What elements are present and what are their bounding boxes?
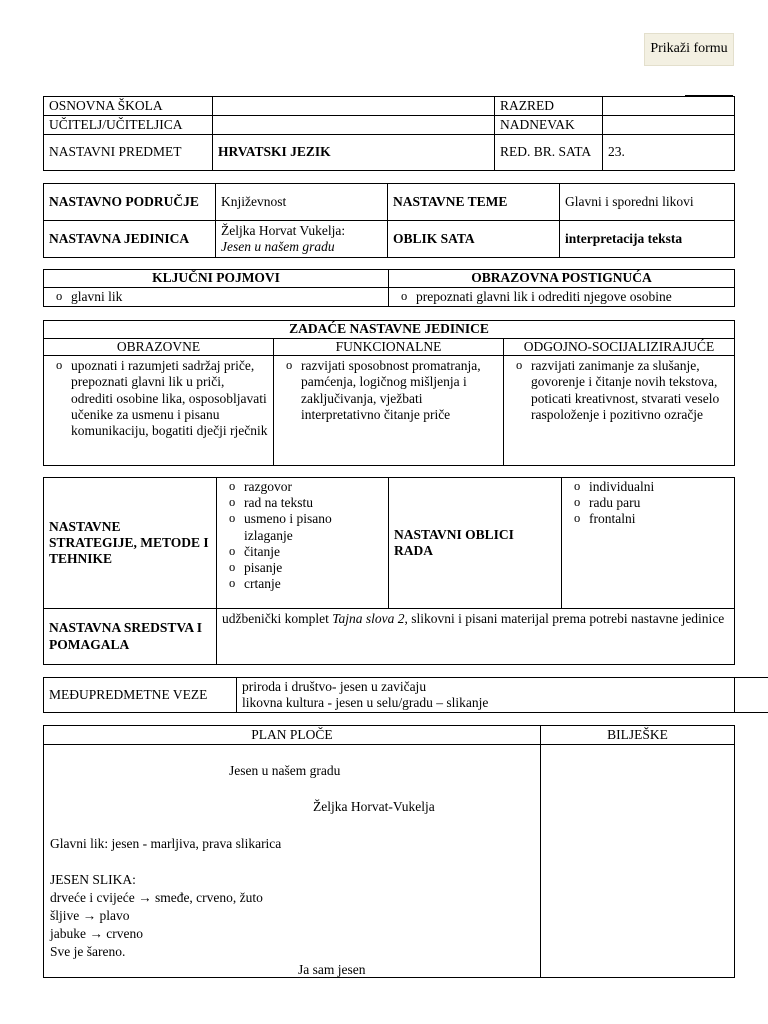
board-closing: Ja sam jesen bbox=[298, 962, 366, 977]
unit-value bbox=[216, 221, 388, 258]
school-value bbox=[213, 97, 495, 116]
col-functional-header: FUNKCIONALNE bbox=[274, 339, 504, 356]
list-item: o radu paru bbox=[567, 495, 729, 511]
grade-value bbox=[603, 97, 735, 116]
list-item: o usmeno i pisano izlaganje bbox=[222, 511, 383, 543]
materials-text-rest: , slikovni i pisani materijal prema potrebi nastavne jedinice bbox=[404, 611, 725, 626]
plan-header: PLAN PLOČE bbox=[44, 726, 541, 745]
subject-value: HRVATSKI JEZIK bbox=[213, 135, 495, 171]
area-label: NASTAVNO PODRUČJE bbox=[44, 184, 216, 221]
materials-label: NASTAVNA SREDSTVA I POMAGALA bbox=[44, 609, 217, 665]
links-cell bbox=[237, 678, 735, 713]
key-concepts-cell bbox=[44, 288, 389, 307]
board-plan-cell bbox=[44, 745, 541, 978]
form-value: interpretacija teksta bbox=[560, 221, 735, 258]
grade-label: RAZRED bbox=[495, 97, 603, 116]
board-colorful: Sve je šareno. bbox=[50, 944, 126, 959]
board-paints-heading: JESEN SLIKA: bbox=[50, 872, 136, 887]
educational-cell bbox=[44, 356, 274, 466]
forms-label: NASTAVNI OBLICI RADA bbox=[389, 478, 562, 609]
header-table bbox=[43, 96, 735, 171]
board-row-3: jabuke → crveno bbox=[50, 926, 143, 941]
teacher-label: UČITELJ/UČITELJICA bbox=[44, 116, 213, 135]
col-social-header: ODGOJNO-SOCIJALIZIRAJUĆE bbox=[504, 339, 735, 356]
textbook-title: Tajna slova 2 bbox=[332, 611, 405, 626]
list-item: o prepoznati glavni lik i odrediti njegove osobine bbox=[394, 289, 729, 305]
links-label: MEĐUPREDMETNE VEZE bbox=[44, 678, 237, 713]
list-item: o glavni lik bbox=[49, 289, 383, 305]
links-line-1: priroda i društvo- jesen u zavičaju bbox=[242, 678, 427, 694]
cross-curricular-table bbox=[43, 677, 768, 713]
lesson-number-value: 23. bbox=[603, 135, 735, 171]
list-item: o razvijati zanimanje za slušanje, govorenje i čitanje novih tekstova, poticati kreativnost, stvarati veselo raspoloženje i pozitivno ozračje bbox=[509, 358, 729, 423]
board-main-character: Glavni lik: jesen - marljiva, prava slikarica bbox=[50, 836, 282, 851]
list-item: o rad na tekstu bbox=[222, 495, 383, 511]
links-line-2: likovna kultura - jesen u selu/gradu – slikanje bbox=[242, 695, 489, 710]
show-form-button[interactable]: Prikaži formu bbox=[644, 33, 734, 66]
form-label: OBLIK SATA bbox=[388, 221, 560, 258]
date-label: NADNEVAK bbox=[495, 116, 603, 135]
unit-title: Jesen u našem gradu bbox=[221, 239, 335, 254]
notes-header: BILJEŠKE bbox=[541, 726, 735, 745]
board-row-2: šljive → plavo bbox=[50, 908, 130, 923]
board-plan-table bbox=[43, 725, 735, 978]
outcomes-cell bbox=[389, 288, 735, 307]
topic-label: NASTAVNE TEME bbox=[388, 184, 560, 221]
list-item: o crtanje bbox=[222, 576, 383, 592]
concepts-table bbox=[43, 269, 735, 307]
list-item: o čitanje bbox=[222, 544, 383, 560]
unit-author: Željka Horvat Vukelja: bbox=[221, 222, 346, 238]
key-concepts-header: KLJUČNI POJMOVI bbox=[44, 270, 389, 288]
board-title: Jesen u našem gradu bbox=[229, 763, 341, 778]
lesson-info-table bbox=[43, 183, 735, 258]
notes-cell bbox=[541, 745, 735, 978]
topic-value: Glavni i sporedni likovi bbox=[560, 184, 735, 221]
links-extra-cell bbox=[735, 678, 768, 713]
list-item: o upoznati i razumjeti sadržaj priče, prepoznati glavni lik u priči, odrediti osobine lika, osposobljavati učenike za usmenu i pisanu komunikaciju, bogatiti dječji rječnik bbox=[49, 358, 268, 439]
functional-cell bbox=[274, 356, 504, 466]
unit-label: NASTAVNA JEDINICA bbox=[44, 221, 216, 258]
strategies-cell bbox=[217, 478, 389, 609]
date-value bbox=[603, 116, 735, 135]
tasks-table bbox=[43, 320, 735, 466]
teacher-value bbox=[213, 116, 495, 135]
list-item: o razgovor bbox=[222, 479, 383, 495]
materials-cell bbox=[217, 609, 735, 665]
subject-label: NASTAVNI PREDMET bbox=[44, 135, 213, 171]
lesson-number-label: RED. BR. SATA bbox=[495, 135, 603, 171]
outcomes-header: OBRAZOVNA POSTIGNUĆA bbox=[389, 270, 735, 288]
list-item: o razvijati sposobnost promatranja, pamćenja, logičnog mišljenja i zaključivanja, vježbati interpretativno čitanje priče bbox=[279, 358, 498, 423]
tasks-title: ZADAĆE NASTAVNE JEDINICE bbox=[44, 321, 735, 339]
board-row-1: drveće i cvijeće → smeđe, crveno, žuto bbox=[50, 890, 263, 905]
list-item: o frontalni bbox=[567, 511, 729, 527]
col-educational-header: OBRAZOVNE bbox=[44, 339, 274, 356]
board-author: Željka Horvat-Vukelja bbox=[313, 799, 435, 814]
list-item: o pisanje bbox=[222, 560, 383, 576]
social-cell bbox=[504, 356, 735, 466]
materials-text: udžbenički komplet bbox=[222, 611, 333, 626]
school-label: OSNOVNA ŠKOLA bbox=[44, 97, 213, 116]
forms-cell bbox=[562, 478, 735, 609]
strategies-label: NASTAVNE STRATEGIJE, METODE I TEHNIKE bbox=[44, 478, 217, 609]
area-value: Književnost bbox=[216, 184, 388, 221]
methods-table bbox=[43, 477, 735, 665]
list-item: o individualni bbox=[567, 479, 729, 495]
